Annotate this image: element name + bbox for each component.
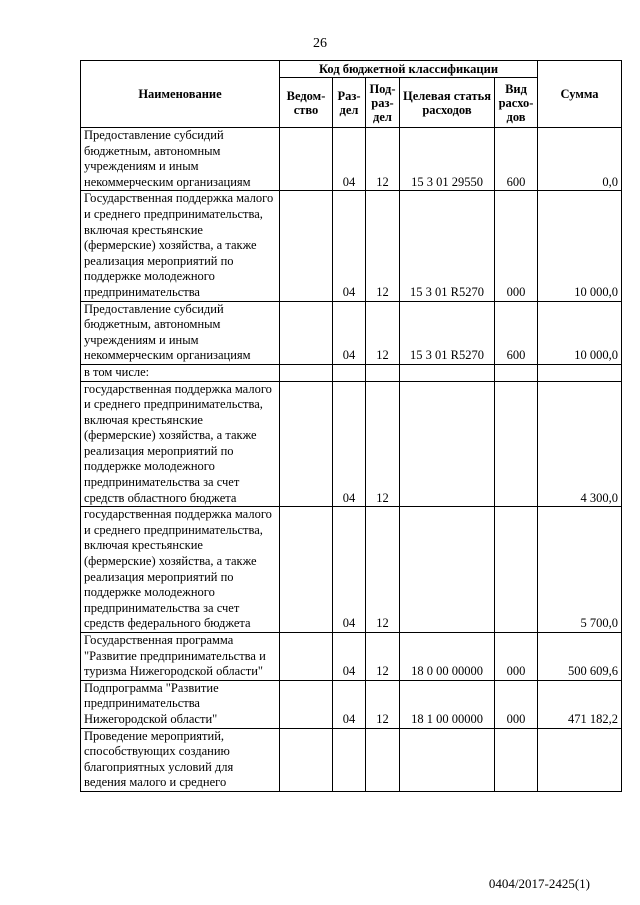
row-cs [400,381,495,507]
header-vedomstvo: Ведом- ство [280,78,333,128]
table-row [81,301,622,364]
table-row [81,364,622,381]
row-vr: 600 [495,301,538,364]
row-ved [280,507,333,633]
row-razdel: 04 [333,128,366,191]
header-celevaya: Целевая статья расходов [400,78,495,128]
row-cs [400,728,495,791]
row-razdel: 04 [333,301,366,364]
row-cs: 18 1 00 00000 [400,680,495,728]
row-razdel: 04 [333,381,366,507]
table-row [81,728,622,791]
row-ved [280,128,333,191]
row-ved [280,191,333,301]
header-vid: Вид расхо- дов [495,78,538,128]
row-name: Государственная программа "Развитие предпринимательства и туризма Нижегородской области" [81,633,280,681]
page-number: 26 [313,36,327,51]
header-razdel: Раз- дел [333,78,366,128]
row-name: Подпрограмма "Развитие предпринимательства Нижегородской области" [81,680,280,728]
row-razdel: 04 [333,633,366,681]
header-sum: Сумма [538,61,622,128]
row-cs: 15 3 01 R5270 [400,301,495,364]
row-vr [495,728,538,791]
row-ved [280,633,333,681]
row-name: Государственная поддержка малого и среднего предпринимательства, включая крестьянские (фермерские) хозяйства, а также реализация мероприятий по поддержке молодежного предпринимательства [81,191,280,301]
row-ved [280,301,333,364]
row-podrazdel: 12 [366,128,400,191]
row-sum [538,364,622,381]
row-vr [495,507,538,633]
row-sum: 4 300,0 [538,381,622,507]
row-name: в том числе: [81,364,280,381]
row-ved [280,728,333,791]
row-sum: 5 700,0 [538,507,622,633]
row-razdel [333,728,366,791]
row-name: Предоставление субсидий бюджетным, автономным учреждениям и иным некоммерческим организациям [81,301,280,364]
row-razdel: 04 [333,507,366,633]
row-name: Проведение мероприятий, способствующих созданию благоприятных условий для ведения малого и среднего [81,728,280,791]
row-ved [280,680,333,728]
row-vr: 600 [495,128,538,191]
header-kbk-group: Код бюджетной классификации [280,61,538,78]
table-row [81,381,622,507]
row-name: государственная поддержка малого и среднего предпринимательства, включая крестьянские (фермерские) хозяйства, а также реализация мероприятий по поддержке молодежного предпринимательства за счет средств федерального бюджета [81,507,280,633]
row-cs [400,364,495,381]
row-sum: 500 609,6 [538,633,622,681]
row-podrazdel: 12 [366,381,400,507]
row-podrazdel: 12 [366,191,400,301]
row-cs: 18 0 00 00000 [400,633,495,681]
row-vr: 000 [495,680,538,728]
row-vr [495,381,538,507]
header-name: Наименование [81,61,280,128]
row-sum [538,728,622,791]
row-podrazdel: 12 [366,507,400,633]
row-name: Предоставление субсидий бюджетным, автономным учреждениям и иным некоммерческим организациям [81,128,280,191]
row-cs: 15 3 01 R5270 [400,191,495,301]
row-razdel: 04 [333,680,366,728]
header-podrazdel: Под- раз- дел [366,78,400,128]
row-razdel: 04 [333,191,366,301]
row-podrazdel [366,364,400,381]
row-podrazdel: 12 [366,680,400,728]
row-vr: 000 [495,191,538,301]
table-row [81,680,622,728]
row-sum: 0,0 [538,128,622,191]
row-podrazdel: 12 [366,301,400,364]
row-podrazdel [366,728,400,791]
row-ved [280,364,333,381]
row-ved [280,381,333,507]
row-vr [495,364,538,381]
table-row [81,633,622,681]
row-cs [400,507,495,633]
table-row [81,128,622,191]
row-sum: 10 000,0 [538,191,622,301]
row-sum: 471 182,2 [538,680,622,728]
table-row [81,191,622,301]
row-razdel [333,364,366,381]
row-cs: 15 3 01 29550 [400,128,495,191]
budget-table [80,60,622,792]
row-name: государственная поддержка малого и среднего предпринимательства, включая крестьянские (фермерские) хозяйства, а также реализация мероприятий по поддержке молодежного предпринимательства за счет средств областного бюджета [81,381,280,507]
row-vr: 000 [495,633,538,681]
row-podrazdel: 12 [366,633,400,681]
table-row [81,507,622,633]
document-number: 0404/2017-2425(1) [488,876,590,891]
row-sum: 10 000,0 [538,301,622,364]
